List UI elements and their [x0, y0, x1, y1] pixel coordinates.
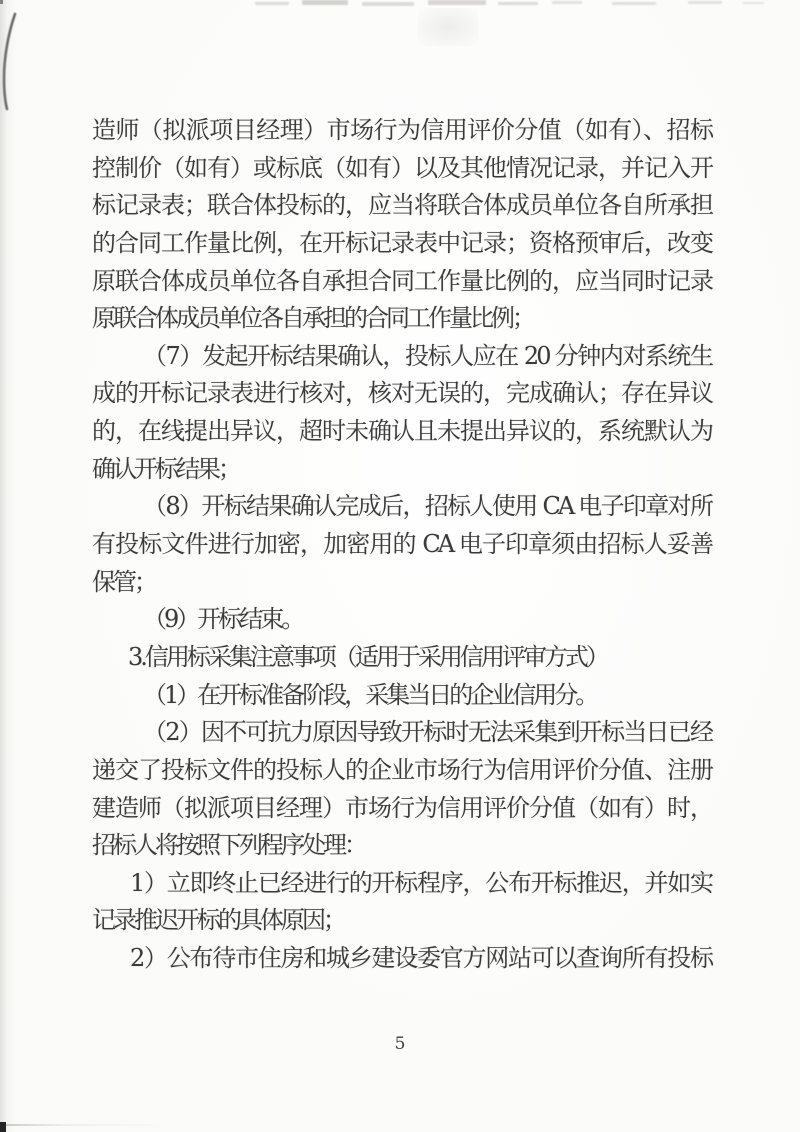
text-line-10: 确认开标结果； — [92, 454, 239, 483]
text-line-17: （2）因不可抗力原因导致开标时无法采集到开标当日已经 — [143, 718, 711, 747]
text-line-16: （1）在开标准备阶段，采集当日的企业信用分。 — [143, 680, 597, 709]
scan-top-edge-specks — [0, 0, 800, 14]
text-line-14: （9）开标结束。 — [143, 605, 303, 634]
page-number: 5 — [394, 1034, 406, 1054]
text-line-6: 原联合体成员单位各自承担的合同工作量比例； — [92, 304, 533, 333]
text-line-21: 1）立即终止已经进行的开标程序，公布开标推迟，并如实 — [130, 868, 711, 897]
scan-corner-curve-mark — [0, 6, 24, 118]
text-line-15: 3.信用标采集注意事项（适用于采用信用评审方式） — [128, 642, 607, 671]
scan-left-edge-shadow — [0, 0, 16, 1132]
text-line-3: 标记录表；联合体投标的，应当将联合体成员单位各自所承担 — [92, 191, 711, 220]
text-line-23: 2）公布待市住房和城乡建设委官方网站可以查询所有投标 — [130, 944, 711, 973]
text-line-2: 控制价（如有）或标底（如有）以及其他情况记录，并记入开 — [92, 153, 711, 182]
text-line-12: 有投标文件进行加密，加密用的 CA 电子印章须由招标人妥善 — [92, 530, 711, 559]
text-line-5: 原联合体成员单位各自承担合同工作量比例的，应当同时记录 — [92, 266, 711, 295]
text-line-8: 成的开标记录表进行核对，核对无误的，完成确认；存在异议 — [92, 379, 711, 408]
text-line-11: （8）开标结果确认完成后，招标人使用 CA 电子印章对所 — [143, 492, 711, 521]
text-line-9: 的，在线提出异议，超时未确认且未提出异议的，系统默认为 — [92, 417, 711, 446]
scan-smudge — [418, 8, 478, 46]
text-line-13: 保管； — [92, 567, 155, 596]
scan-bottom-line — [4, 1124, 174, 1126]
text-line-7: （7）发起开标结果确认，投标人应在 20 分钟内对系统生 — [143, 341, 711, 370]
scan-corner-dot — [0, 0, 3, 4]
text-line-19: 建造师（拟派项目经理）市场行为信用评价分值（如有）时， — [92, 793, 711, 822]
text-line-20: 招标人将按照下列程序处理： — [92, 831, 365, 860]
text-line-22: 记录推迟开标的具体原因； — [92, 906, 344, 935]
body-text — [92, 112, 711, 978]
text-line-18: 递交了投标文件的投标人的企业市场行为信用评价分值、注册 — [92, 755, 711, 784]
text-line-1: 造师（拟派项目经理）市场行为信用评价分值（如有）、招标 — [92, 116, 711, 144]
text-line-4: 的合同工作量比例，在开标记录表中记录；资格预审后，改变 — [92, 228, 711, 257]
